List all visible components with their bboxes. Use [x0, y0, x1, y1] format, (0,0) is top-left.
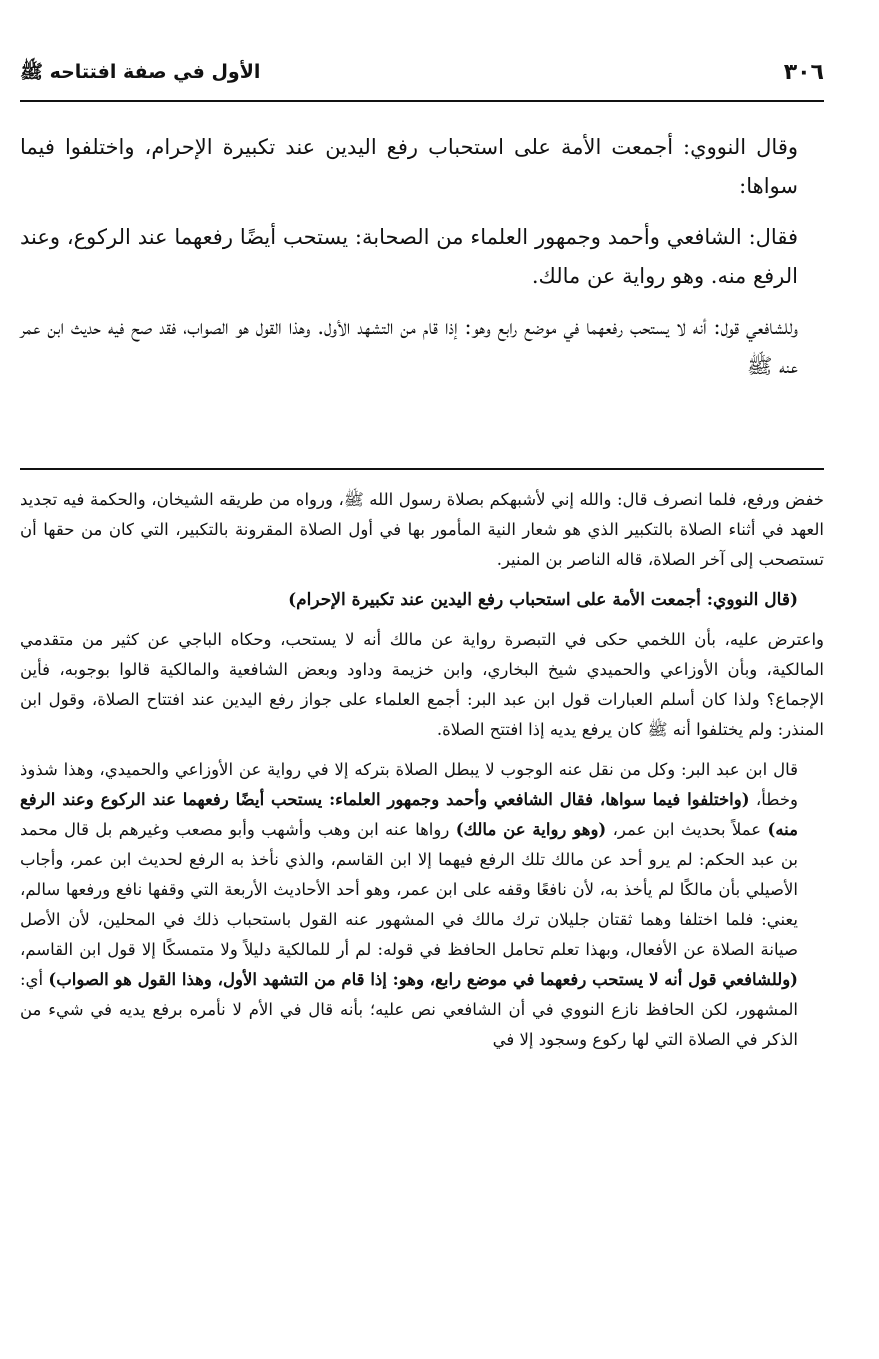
- commentary-paragraph-3: [20, 755, 824, 1055]
- commentary-text: عملاً بحديث ابن عمر،: [606, 820, 768, 839]
- commentary-text: أي: المشهور، لكن الحافظ نازع النووي في أن الشافعي نص عليه؛ بأنه قال في الأم لا نأمره برفع يديه في شيء من الذكر في الصلاة التي لها ركوع وسجود إلا في: [20, 970, 798, 1049]
- page-header: [20, 60, 824, 100]
- commentary-text: رواها عنه ابن وهب وأشهب وأبو مصعب وغيرهم بل قال محمد بن عبد الحكم: لم يرو أحد عن مالك تلك الرفع فيهما إلا ابن القاسم، والذي نأخذ به الرفع لحديث ابن عمر، وأجاب الأصيلي بأن مالكًا لم يأخذ به، لأن نافعًا وقفه على ابن عمر، وهو أحد الأحاديث الأربعة التي وقفها نافع ورفعها سالم، يعني: فلما اختلفا وهما ثقتان جليلان ترك مالك في المشهور عنه القول باستحباب ذلك في المحلين، لأن الأصل صيانة الصلاة عن الأفعال، وبهذا تعلم تحامل الحافظ في قوله: لم أر للمالكية دليلاً ولا متمسكًا إلا قول ابن القاسم،: [20, 820, 798, 959]
- commentary-divider: [20, 468, 824, 470]
- quoted-matn: (وللشافعي قول أنه لا يستحب رفعهما في موضع رابع، وهو: إذا قام من التشهد الأول، وهذا القول هو الصواب): [48, 970, 798, 989]
- main-paragraph-3: وللشافعي قول: أنه لا يستحب رفعهما في موضع رابع وهو: إذا قام من التشهد الأول. وهذا القول هو الصواب، فقد صح فيه حديث ابن عمر عنه ﷺ: [20, 315, 798, 378]
- commentary-heading: (قال النووي: أجمعت الأمة على استحباب رفع اليدين عند تكبيرة الإحرام): [288, 590, 798, 610]
- commentary-paragraph-1: خفض ورفع، فلما انصرف قال: والله إني لأشبهكم بصلاة رسول الله ﷺ، ورواه من طريقه الشيخان، والحكمة فيه تجديد العهد في أثناء الصلاة بالتكبير الذي هو شعار النية المأمور بها في أول الصلاة المقرونة بالتكبير، التي كان من حقها أن تستصحب إلى آخر الصلاة، قاله الناصر بن المنير.: [20, 490, 824, 569]
- main-paragraph-2: فقال: الشافعي وأحمد وجمهور العلماء من الصحابة: يستحب أيضًا رفعهما عند الركوع، وعند الرفع منه. وهو رواية عن مالك.: [20, 225, 798, 288]
- commentary-text: قال ابن عبد البر: وكل من نقل عنه الوجوب لا يبطل الصلاة بتركه إلا في رواية عن الأوزاعي والحميدي، وهذا شذوذ وخطأ،: [20, 760, 798, 809]
- commentary-paragraph-2: واعترض عليه، بأن اللخمي حكى في التبصرة رواية عن مالك أنه لا يستحب، وحكاه الباجي عن كثير من متقدمي المالكية، وبأن الأوزاعي والحميدي شيخ البخاري، وابن خزيمة وداود وبعض الشافعية والمالكية قالوا بوجوبه، فأين الإجماع؟ ولذا كان أسلم العبارات قول ابن عبد البر: أجمع العلماء على جواز رفع اليدين عند افتتاح الصلاة، وقول ابن المنذر: ولم يختلفوا أنه ﷺ كان يرفع يديه إذا افتتح الصلاة.: [20, 630, 824, 739]
- quoted-matn: (وهو رواية عن مالك): [455, 820, 607, 839]
- main-text: [20, 128, 824, 398]
- header-divider: [20, 100, 824, 102]
- main-paragraph-1: وقال النووي: أجمعت الأمة على استحباب رفع اليدين عند تكبيرة الإحرام، واختلفوا فيما سواها:: [20, 135, 798, 198]
- commentary: [20, 485, 824, 1065]
- page-number: ٣٠٦: [783, 60, 824, 85]
- quoted-matn: (واختلفوا فيما سواها، فقال الشافعي وأحمد وجمهور العلماء: يستحب أيضًا رفعهما عند الركوع وعند الرفع منه): [20, 790, 798, 839]
- book-page: [20, 60, 824, 1049]
- running-title: الأول في صفة افتتاحه ﷺ: [20, 61, 261, 83]
